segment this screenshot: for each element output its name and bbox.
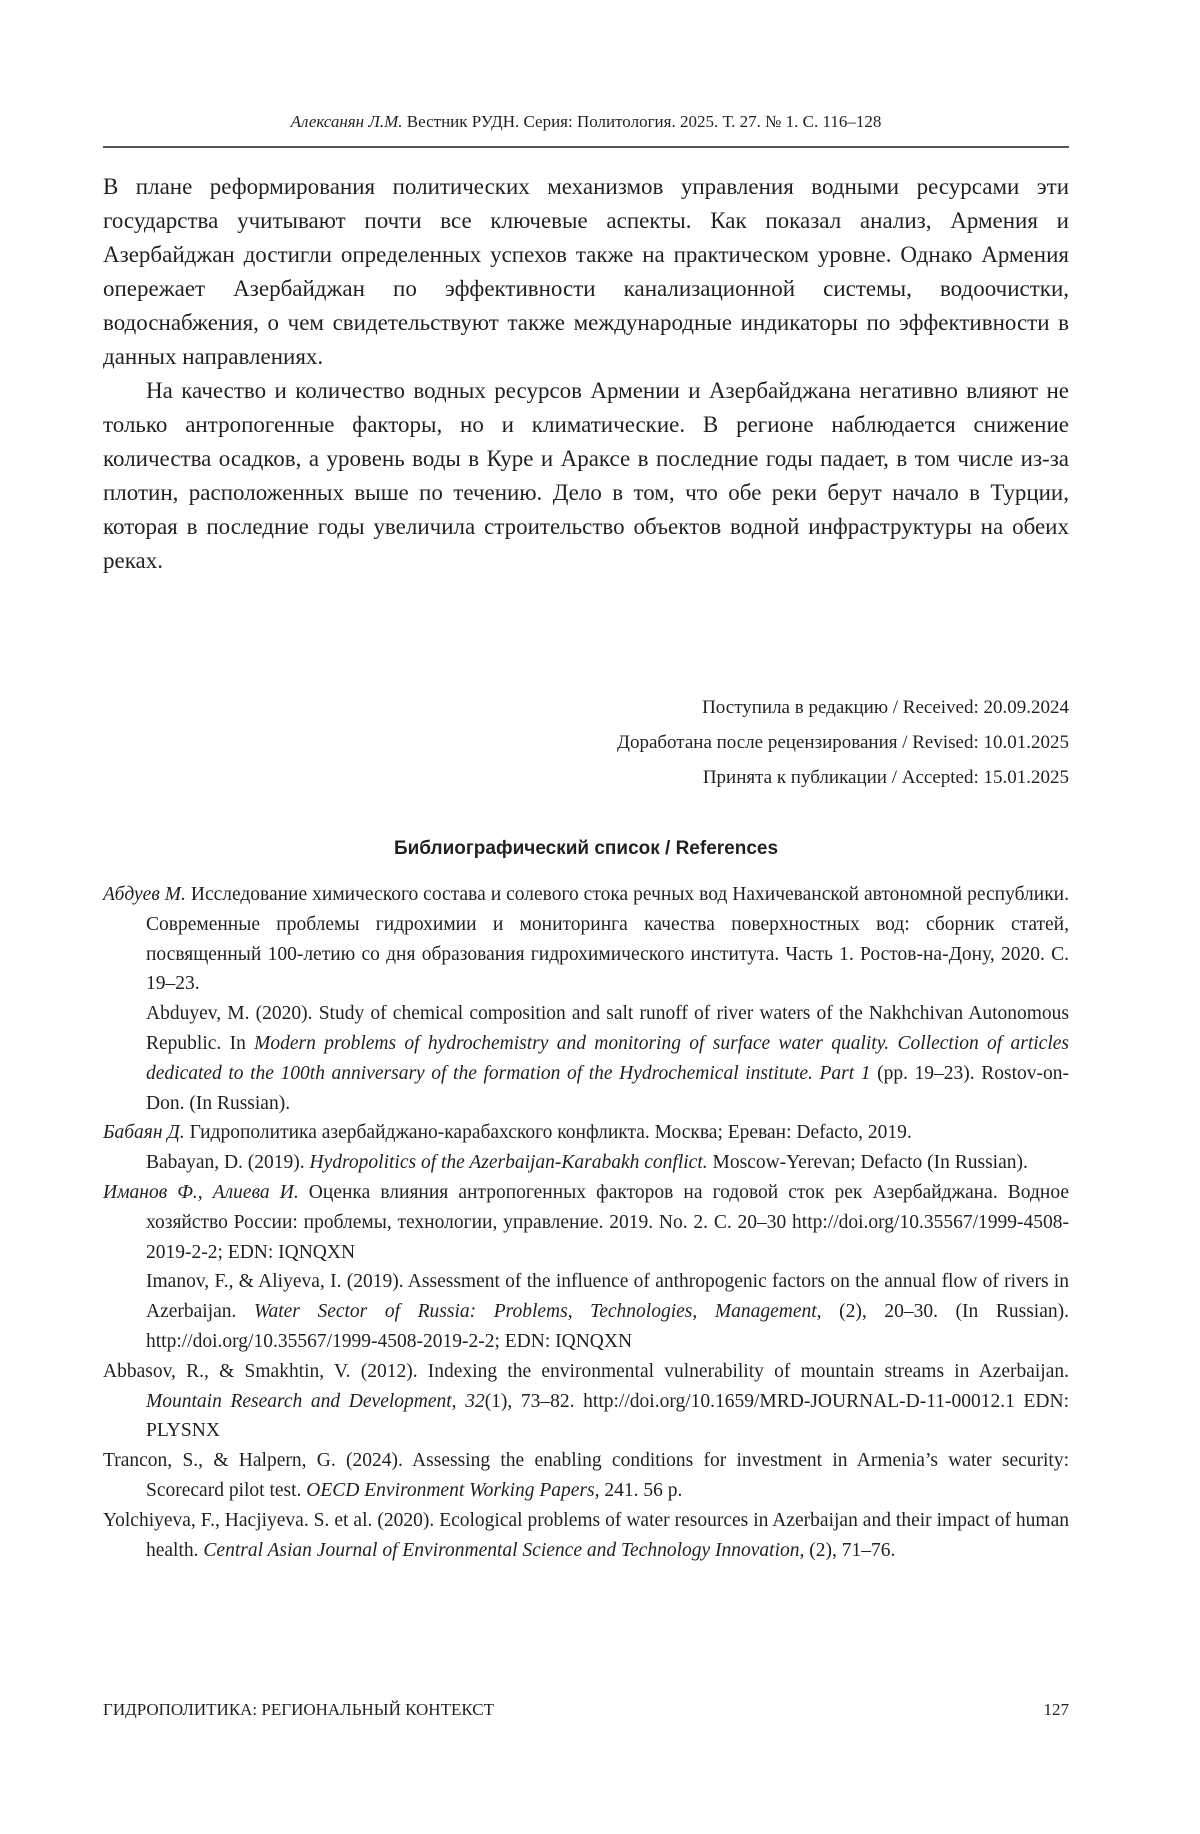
ref-author: Иманов Ф., Алиева И. (103, 1182, 299, 1203)
ref-text: Imanov, F., & Aliyeva, I. (2019). Assessment of the influence of anthropogenic factors on the annual flow of rivers in Azerbaijan. (146, 1271, 1069, 1322)
running-head-citation: Вестник РУДН. Серия: Политология. 2025. Т. 27. № 1. С. 116–128 (403, 112, 882, 131)
header-rule (103, 146, 1069, 148)
ref-translation (146, 1148, 1069, 1178)
ref-source: Hydropolitics of the Azerbaijan-Karabakh conflict. (310, 1152, 708, 1173)
revised-date: Доработана после рецензирования / Revised: 10.01.2025 (103, 725, 1069, 760)
ref-text: Гидрополитика азербайджано-карабахского конфликта. Москва; Ереван: Defacto, 2019. (185, 1122, 912, 1143)
ref-text: Babayan, D. (2019). (146, 1152, 310, 1173)
ref-text: Abbasov, R., & Smakhtin, V. (2012). Indexing the environmental vulnerability of mountain streams in Azerbaijan. (103, 1361, 1069, 1382)
ref-text: Оценка влияния антропогенных факторов на годовой сток рек Азербайджана. Водное хозяйство России: проблемы, технологии, управление. 2019. No. 2. С. 20–30 http://doi.org/10.35567/1999-4508-2019-2-2; EDN: IQNQXN (146, 1182, 1069, 1263)
ref-source: Modern problems of hydrochemistry and monitoring of surface water quality. Collection of articles dedicated to the 100th anniversary of the formation of the Hydrochemical institute. Part 1 (146, 1033, 1069, 1084)
section-title: ГИДРОПОЛИТИКА: РЕГИОНАЛЬНЫЙ КОНТЕКСТ (103, 1700, 494, 1720)
article-body (103, 170, 1069, 578)
ref-author: Абдуев М. (103, 884, 186, 905)
reference-item (103, 880, 1069, 1118)
ref-translation (146, 1267, 1069, 1356)
references-list (103, 880, 1069, 1565)
ref-text: (pp. 19–23). Rostov-on-Don. (In Russian). (146, 1063, 1069, 1114)
paragraph: На качество и количество водных ресурсов Армении и Азербайджана негативно влияют не только антропогенные факторы, но и климатические. В регионе наблюдается снижение количества осадков, а уровень воды в Куре и Араксе в последние годы падает, в том числе из-за плотин, расположенных выше по течению. Дело в том, что обе реки берут начало в Турции, которая в последние годы увеличила строительство объектов водной инфраструктуры на обеих реках. (103, 374, 1069, 578)
ref-text: (1), 73–82. http://doi.org/10.1659/MRD-JOURNAL-D-11-00012.1 EDN: PLYSNX (146, 1391, 1069, 1442)
received-date: Поступила в редакцию / Received: 20.09.2024 (103, 690, 1069, 725)
ref-author: Бабаян Д. (103, 1122, 185, 1143)
ref-text: Исследование химического состава и солевого стока речных вод Нахичеванской автономной республики. Современные проблемы гидрохимии и мониторинга качества поверхностных вод: сборник статей, посвященный 100-летию со дня образования гидрохимического института. Часть 1. Ростов-на-Дону, 2020. С. 19–23. (146, 884, 1069, 994)
page-number: 127 (1044, 1700, 1070, 1720)
reference-item (103, 1178, 1069, 1357)
ref-translation (146, 999, 1069, 1118)
ref-source: Mountain Research and Development (146, 1391, 452, 1412)
ref-source: Central Asian Journal of Environmental Science and Technology Innovation, (203, 1540, 804, 1561)
paragraph: В плане реформирования политических механизмов управления водными ресурсами эти государства учитывают почти все ключевые аспекты. Как показал анализ, Армения и Азербайджан достигли определенных успехов также на практическом уровне. Однако Армения опережает Азербайджан по эффективности канализационной системы, водоочистки, водоснабжения, о чем свидетельствуют также международные индикаторы по эффективности в данных направлениях. (103, 170, 1069, 374)
reference-item (103, 1118, 1069, 1178)
references-heading: Библиографический список / References (103, 838, 1069, 860)
ref-text: 241. 56 p. (600, 1480, 683, 1501)
reference-item (103, 1446, 1069, 1506)
running-head (103, 112, 1069, 132)
ref-volume: 32 (465, 1391, 485, 1412)
ref-text: , (452, 1391, 466, 1412)
ref-text: Trancon, S., & Halpern, G. (2024). Assessing the enabling conditions for investment in Armenia’s water security: Scorecard pilot test. (103, 1450, 1069, 1501)
reference-item (103, 1506, 1069, 1566)
ref-text: Yolchiyeva, F., Hacjiyeva. S. et al. (2020). Ecological problems of water resources in Azerbaijan and their impact of human health. (103, 1510, 1069, 1561)
ref-text: Moscow-Yerevan; Defacto (In Russian). (708, 1152, 1028, 1173)
accepted-date: Принята к публикации / Accepted: 15.01.2025 (103, 760, 1069, 795)
page-footer (103, 1700, 1069, 1720)
reference-item (103, 1357, 1069, 1446)
running-head-author: Алексанян Л.М. (291, 112, 403, 131)
ref-text: Abduyev, M. (2020). Study of chemical composition and salt runoff of river waters of the Nakhchivan Autonomous Republic. In (146, 1003, 1069, 1054)
ref-source: OECD Environment Working Papers, (306, 1480, 599, 1501)
ref-text: (2), 71–76. (804, 1540, 895, 1561)
article-dates (103, 690, 1069, 795)
ref-text: (2), 20–30. (In Russian). http://doi.org/10.35567/1999-4508-2019-2-2; EDN: IQNQXN (146, 1301, 1069, 1352)
ref-source: Water Sector of Russia: Problems, Technologies, Management, (254, 1301, 822, 1322)
